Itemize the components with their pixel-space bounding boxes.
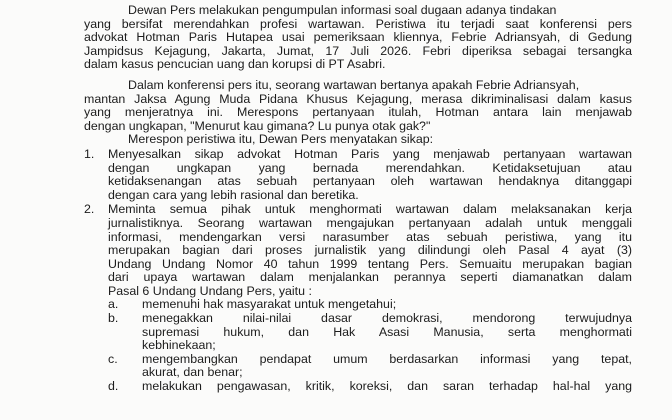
list-letter: c. — [108, 351, 118, 366]
paragraph-statement-intro — [84, 133, 632, 147]
text-line: ketidaksenangan atas sebuah pertanyaan oleh wartawan hendaknya ditanggapi — [108, 174, 632, 189]
list-letter: a. — [108, 297, 119, 312]
list-letter: b. — [108, 311, 119, 326]
list-item — [84, 148, 632, 202]
text-line: informasi, mendengarkan versi narasumber atas sebuah peristiwa, yang itu — [108, 229, 632, 244]
sub-list-item — [108, 298, 632, 312]
text-line: dari upaya wartawan dalam menjalankan perannya seperti diamanatkan dalam — [108, 270, 632, 285]
text-line: akurat, dan benar; — [142, 365, 243, 380]
text-line: Jampidsus Kejagung, Jakarta, Jumat, 17 Juli 2026. Febri diperiksa sebagai tersangka — [84, 43, 632, 58]
text-line: jurnalistiknya. Seorang wartawan mengajukan pertanyaan adalah untuk menggali — [108, 215, 632, 230]
list-number: 1. — [84, 146, 95, 161]
list-item — [84, 203, 632, 393]
text-line: melakukan pengawasan, kritik, koreksi, dan saran terhadap hal-hal yang — [142, 379, 632, 394]
list-letter: d. — [108, 379, 119, 394]
numbered-list — [84, 148, 632, 394]
text-line: dalam kasus pencucian uang dan korupsi di PT Asabri. — [84, 57, 386, 72]
text-line: Dalam konferensi pers itu, seorang wartawan bertanya apakah Febrie Adriansyah, — [128, 77, 580, 92]
text-line: memenuhi hak masyarakat untuk mengetahui; — [142, 297, 397, 312]
text-line: dengan cara yang lebih rasional dan beretika. — [108, 187, 359, 202]
text-line: menegakkan nilai-nilai dasar demokrasi, mendorong terwujudnya — [142, 311, 632, 326]
paragraph-intro — [84, 4, 632, 72]
text-line: merupakan bagian dari proses jurnalistik yang dilindungi oleh Pasal 4 ayat (3) — [108, 243, 632, 258]
list-number: 2. — [84, 202, 95, 217]
sub-list-item — [108, 353, 632, 380]
text-line: supremasi hukum, dan Hak Asasi Manusia, serta menghormati — [142, 324, 632, 339]
sub-list-item — [108, 380, 632, 394]
text-line: yang menjeratnya ini. Merespons pertanyaan itulah, Hotman antara lain menjawab — [84, 105, 632, 120]
text-line: dengan ungkapan yang bernada merendahkan. Ketidaksetujuan atau — [108, 160, 632, 175]
text-line: Merespon peristiwa itu, Dewan Pers menyatakan sikap: — [128, 132, 434, 147]
text-line: Undang Undang Nomor 40 tahun 1999 tentang Pers. Semuaitu merupakan bagian — [108, 256, 632, 271]
text-line: mantan Jaksa Agung Muda Pidana Khusus Kejagung, merasa dikriminalisasi dalam kasus — [84, 91, 632, 106]
text-line: dengan ungkapan, "Menurut kau gimana? Lu punya otak gak?" — [84, 118, 431, 133]
sub-list-item — [108, 312, 632, 353]
text-line: advokat Hotman Paris Hutapea usai pemeriksaan kliennya, Febrie Adriansyah, di Gedung — [84, 30, 632, 45]
text-line: mengembangkan pendapat umum berdasarkan informasi yang tepat, — [142, 351, 632, 366]
text-line: Menyesalkan sikap advokat Hotman Paris yang menjawab pertanyaan wartawan — [108, 146, 632, 161]
text-line: Pasal 6 Undang Undang Pers, yaitu : — [108, 283, 312, 298]
text-line: Dewan Pers melakukan pengumpulan informasi soal dugaan adanya tindakan — [128, 3, 557, 17]
lettered-list — [108, 298, 632, 393]
text-line: Meminta semua pihak untuk menghormati wartawan dalam melaksanakan kerja — [108, 202, 632, 217]
paragraph-conference — [84, 79, 632, 133]
text-line: yang bersifat merendahkan profesi wartawan. Peristiwa itu terjadi saat konferensi pers — [84, 16, 632, 31]
text-line: kebhinekaan; — [142, 338, 216, 353]
